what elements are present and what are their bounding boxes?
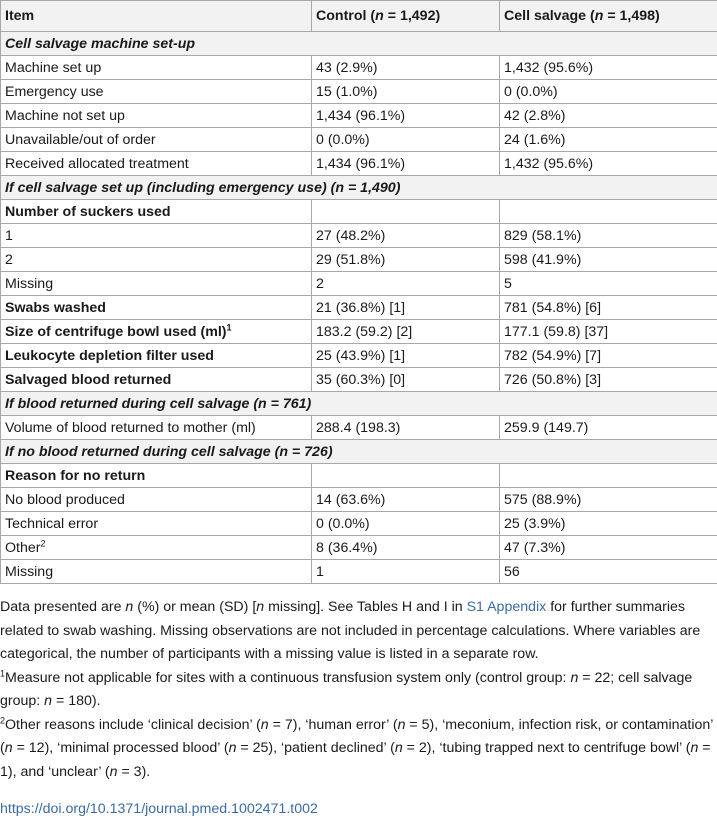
control-value: 8 (36.4%): [312, 536, 500, 560]
table-row: [1, 320, 717, 344]
control-value: 0 (0.0%): [312, 512, 500, 536]
control-value: 2: [312, 272, 500, 296]
table-row: [1, 56, 717, 80]
row-label: Salvaged blood returned: [1, 368, 312, 392]
table-row: [1, 272, 717, 296]
table-header-row: [1, 1, 717, 32]
table-row: [1, 80, 717, 104]
table-row: [1, 128, 717, 152]
cell-salvage-value: 1,432 (95.6%): [500, 56, 717, 80]
control-value: 1,434 (96.1%): [312, 104, 500, 128]
row-label: 1: [1, 224, 312, 248]
row-label: 2: [1, 248, 312, 272]
row-label: No blood produced: [1, 488, 312, 512]
footnote-2: $^2$Other reasons include ‘clinical decision’ (n = 7), ‘human error’ (n = 5), ‘meconium, infection risk, or contamination’ (n = 12), ‘minimal processed blood’ (n = 25), ‘patient declined’ (n = 2), ‘tubing trapped next to centrifuge bowl’ (n = 1), and ‘unclear’ (n = 3).: [0, 714, 713, 785]
cell-salvage-value: 56: [500, 560, 717, 584]
control-value: 27 (48.2%): [312, 224, 500, 248]
row-label: Leukocyte depletion filter used: [1, 344, 312, 368]
control-value: 29 (51.8%): [312, 248, 500, 272]
row-label: Size of centrifuge bowl used (ml)$^1$: [1, 320, 312, 344]
control-value: 14 (63.6%): [312, 488, 500, 512]
section-label: If no blood returned during cell salvage (n = 726): [1, 440, 717, 464]
footnote-main: Data presented are n (%) or mean (SD) [n missing]. See Tables H and I in S1 Appendix for further summaries related to swab washing. Missing observations are not included in percentage calculations. Where variables are categorical, the number of participants with a missing value is listed in a separate row.: [0, 596, 713, 667]
section-label: If cell salvage set up (including emergency use) (n = 1,490): [1, 176, 717, 200]
cell-salvage-value: 598 (41.9%): [500, 248, 717, 272]
table-row: [1, 536, 717, 560]
table-row: [1, 104, 717, 128]
s1-appendix-link[interactable]: S1 Appendix: [467, 599, 547, 615]
table-row: [1, 488, 717, 512]
header-cell-salvage: Cell salvage (n = 1,498): [500, 1, 717, 32]
row-label: Received allocated treatment: [1, 152, 312, 176]
control-value: 1: [312, 560, 500, 584]
row-label: Missing: [1, 560, 312, 584]
row-label: Machine set up: [1, 56, 312, 80]
row-label: Missing: [1, 272, 312, 296]
row-label: Number of suckers used: [1, 200, 312, 224]
cell-salvage-value: 0 (0.0%): [500, 80, 717, 104]
cell-salvage-value: [500, 200, 717, 224]
control-value: [312, 200, 500, 224]
table-row: [1, 416, 717, 440]
cell-salvage-value: 177.1 (59.8) [37]: [500, 320, 717, 344]
section-label: If blood returned during cell salvage (n = 761): [1, 392, 717, 416]
doi-link[interactable]: https://doi.org/10.1371/journal.pmed.1002471.t002: [0, 798, 713, 822]
cell-salvage-value: 25 (3.9%): [500, 512, 717, 536]
table-row: [1, 248, 717, 272]
table-row: [1, 296, 717, 320]
control-value: 183.2 (59.2) [2]: [312, 320, 500, 344]
row-label: Swabs washed: [1, 296, 312, 320]
cell-salvage-value: 781 (54.8%) [6]: [500, 296, 717, 320]
control-value: 21 (36.8%) [1]: [312, 296, 500, 320]
table-footnotes: [0, 584, 713, 822]
cell-salvage-value: 42 (2.8%): [500, 104, 717, 128]
control-value: 1,434 (96.1%): [312, 152, 500, 176]
section-row: [1, 32, 717, 56]
table-row: [1, 224, 717, 248]
cell-salvage-value: [500, 464, 717, 488]
section-label: Cell salvage machine set-up: [1, 32, 717, 56]
cell-salvage-value: 575 (88.9%): [500, 488, 717, 512]
control-value: [312, 464, 500, 488]
header-control: Control (n = 1,492): [312, 1, 500, 32]
control-value: 25 (43.9%) [1]: [312, 344, 500, 368]
cell-salvage-value: 782 (54.9%) [7]: [500, 344, 717, 368]
header-item: Item: [1, 1, 312, 32]
cell-salvage-value: 47 (7.3%): [500, 536, 717, 560]
control-value: 0 (0.0%): [312, 128, 500, 152]
row-label: Emergency use: [1, 80, 312, 104]
table-row: [1, 344, 717, 368]
control-value: 288.4 (198.3): [312, 416, 500, 440]
table-row: [1, 560, 717, 584]
table-row: [1, 200, 717, 224]
row-label: Other$^2$: [1, 536, 312, 560]
section-row: [1, 176, 717, 200]
cell-salvage-value: 1,432 (95.6%): [500, 152, 717, 176]
cell-salvage-value: 5: [500, 272, 717, 296]
footnote-1: $^1$Measure not applicable for sites with a continuous transfusion system only (control group: n = 22; cell salvage group: n = 180).: [0, 667, 713, 714]
table-row: [1, 512, 717, 536]
cell-salvage-value: 829 (58.1%): [500, 224, 717, 248]
cell-salvage-value: 24 (1.6%): [500, 128, 717, 152]
row-label: Machine not set up: [1, 104, 312, 128]
row-label: Reason for no return: [1, 464, 312, 488]
table-body: [1, 32, 717, 584]
section-row: [1, 392, 717, 416]
row-label: Unavailable/out of order: [1, 128, 312, 152]
row-label: Technical error: [1, 512, 312, 536]
control-value: 43 (2.9%): [312, 56, 500, 80]
table-row: [1, 368, 717, 392]
section-row: [1, 440, 717, 464]
cell-salvage-value: 726 (50.8%) [3]: [500, 368, 717, 392]
cell-salvage-value: 259.9 (149.7): [500, 416, 717, 440]
row-label: Volume of blood returned to mother (ml): [1, 416, 312, 440]
control-value: 35 (60.3%) [0]: [312, 368, 500, 392]
table-row: [1, 464, 717, 488]
table-row: [1, 152, 717, 176]
control-value: 15 (1.0%): [312, 80, 500, 104]
